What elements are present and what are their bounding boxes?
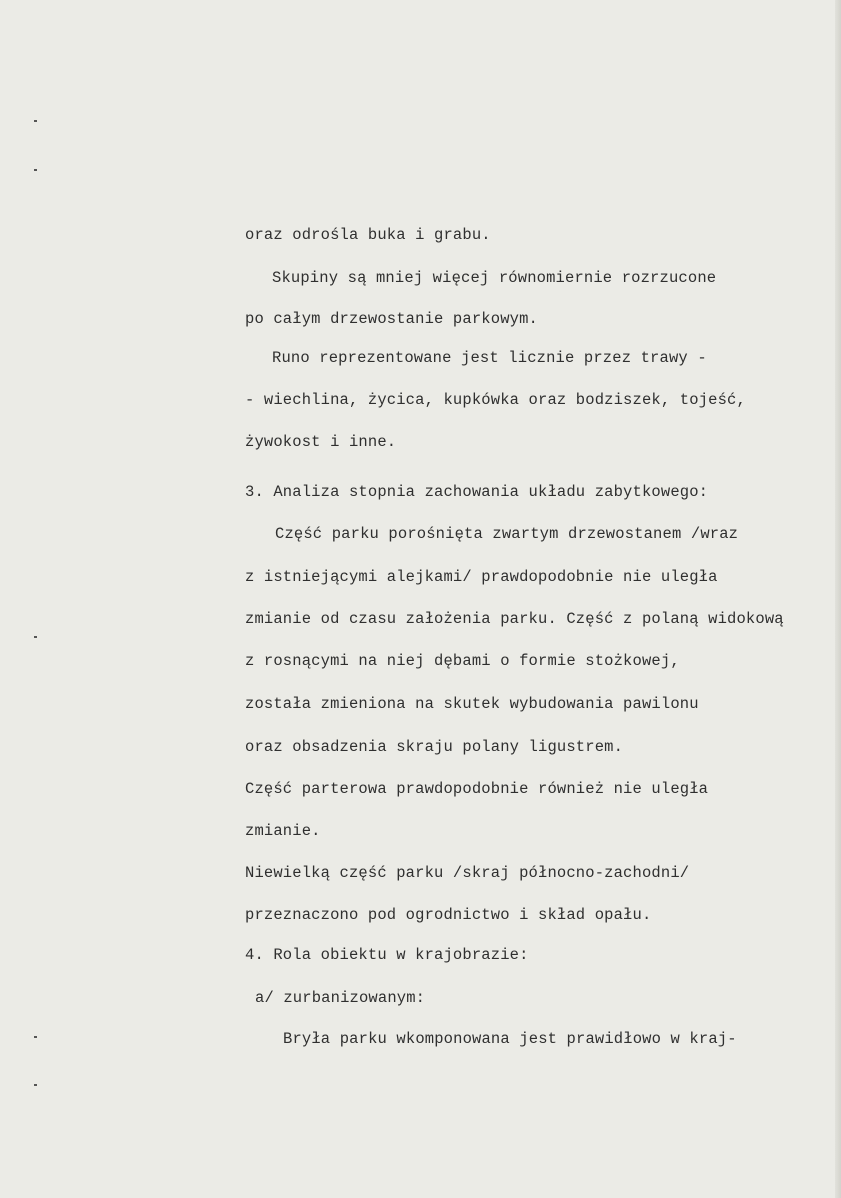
section-heading: 3. Analiza stopnia zachowania układu zabytkowego: (245, 483, 709, 501)
text-line: Niewielką część parku /skraj północno-zachodni/ (245, 864, 690, 882)
text-line: przeznaczono pod ogrodnictwo i skład opału. (245, 906, 652, 924)
text-line: oraz obsadzenia skraju polany ligustrem. (245, 738, 624, 756)
binder-mark (34, 636, 37, 638)
text-line: po całym drzewostanie parkowym. (245, 310, 538, 328)
text-line: z rosnącymi na niej dębami o formie stożkowej, (245, 652, 680, 670)
binder-mark (34, 169, 37, 171)
text-line: zmianie. (245, 822, 321, 840)
text-line: Część parterowa prawdopodobnie również nie uległa (245, 780, 709, 798)
text-line: z istniejącymi alejkami/ prawdopodobnie nie uległa (245, 568, 718, 586)
text-line: Bryła parku wkomponowana jest prawidłowo w kraj- (283, 1030, 737, 1048)
text-line: Runo reprezentowane jest licznie przez trawy - (272, 349, 707, 367)
binder-mark (34, 1084, 37, 1086)
text-line: Skupiny są mniej więcej równomiernie rozrzucone (272, 269, 717, 287)
binder-mark (34, 1036, 37, 1038)
text-line: oraz odrośla buka i grabu. (245, 226, 491, 244)
subsection-heading: a/ zurbanizowanym: (255, 989, 426, 1007)
text-line: Część parku porośnięta zwartym drzewostanem /wraz (275, 525, 739, 543)
text-line: zmianie od czasu założenia parku. Część z polaną widokową (245, 610, 784, 628)
section-heading: 4. Rola obiektu w krajobrazie: (245, 946, 529, 964)
text-line: - wiechlina, życica, kupkówka oraz bodziszek, tojeść, (245, 391, 746, 409)
text-line: została zmieniona na skutek wybudowania pawilonu (245, 695, 699, 713)
text-line: żywokost i inne. (245, 433, 397, 451)
page-edge (835, 0, 841, 1198)
binder-mark (34, 120, 37, 122)
